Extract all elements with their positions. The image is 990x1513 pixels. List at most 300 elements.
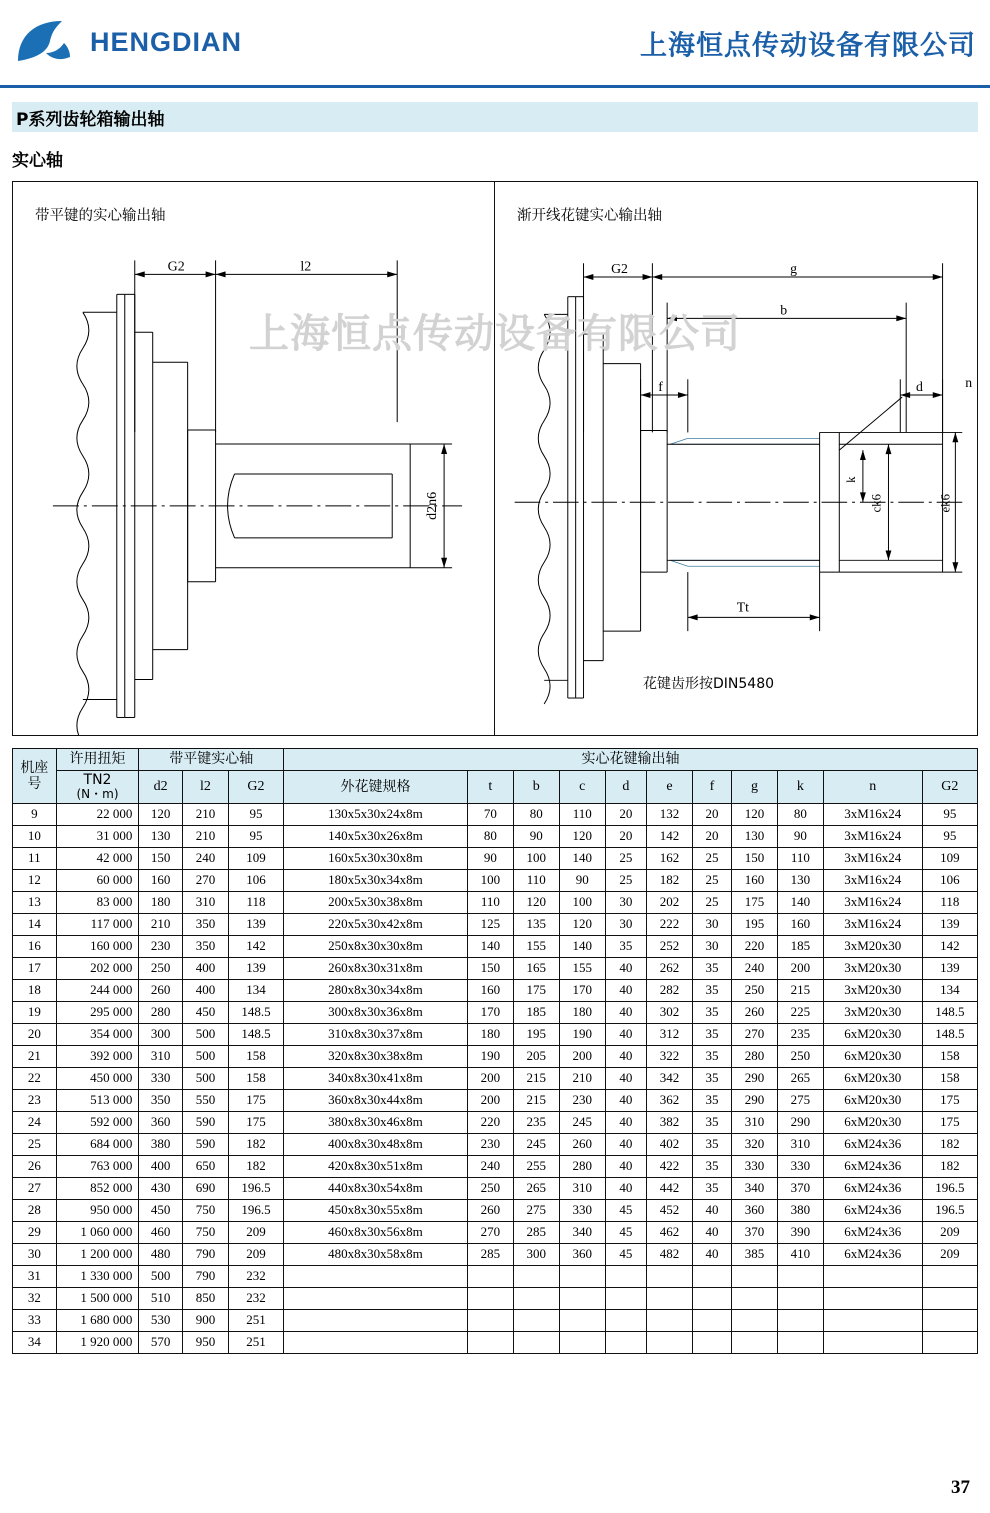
table-cell: 175 — [732, 891, 778, 913]
table-cell: 275 — [777, 1089, 823, 1111]
table-cell: 140 — [467, 935, 513, 957]
table-cell: 35 — [692, 1133, 731, 1155]
table-cell: 80 — [513, 803, 559, 825]
table-cell: 195 — [513, 1023, 559, 1045]
table-cell: 330 — [559, 1199, 605, 1221]
table-cell: 3xM16x24 — [823, 891, 922, 913]
table-cell: 120 — [513, 891, 559, 913]
table-cell: 31 000 — [56, 825, 139, 847]
table-cell: 209 — [922, 1243, 977, 1265]
table-cell — [922, 1309, 977, 1331]
svg-text:ck6: ck6 — [869, 494, 884, 513]
table-cell: 244 000 — [56, 979, 139, 1001]
table-cell: 40 — [605, 1001, 646, 1023]
table-cell: 83 000 — [56, 891, 139, 913]
table-cell: 182 — [922, 1133, 977, 1155]
table-cell: 42 000 — [56, 847, 139, 869]
table-cell — [284, 1331, 468, 1353]
table-cell: 460 — [139, 1221, 183, 1243]
table-cell: 35 — [692, 1023, 731, 1045]
table-cell: 195 — [732, 913, 778, 935]
table-cell: 230 — [559, 1089, 605, 1111]
table-cell — [823, 1309, 922, 1331]
table-cell: 280 — [559, 1155, 605, 1177]
table-cell: 180 — [139, 891, 183, 913]
table-cell: 500 — [182, 1023, 228, 1045]
table-cell: 310 — [139, 1045, 183, 1067]
table-cell: 3xM20x30 — [823, 957, 922, 979]
table-cell: 130 — [777, 869, 823, 891]
figure-left-caption: 带平键的实心输出轴 — [35, 208, 166, 224]
figure-right-drawing — [495, 182, 977, 735]
table-cell: 285 — [467, 1243, 513, 1265]
table-cell: 209 — [922, 1221, 977, 1243]
table-cell: 135 — [513, 913, 559, 935]
subsection-title: 实心轴 — [12, 151, 63, 171]
table-cell: 14 — [13, 913, 57, 935]
table-cell: 30 — [13, 1243, 57, 1265]
table-cell: 132 — [647, 803, 693, 825]
table-cell: 285 — [513, 1221, 559, 1243]
table-cell: 110 — [467, 891, 513, 913]
table-cell — [692, 1331, 731, 1353]
table-cell: 280x8x30x34x8m — [284, 979, 468, 1001]
table-cell: 430 — [139, 1177, 183, 1199]
table-cell: 150 — [732, 847, 778, 869]
table-cell: 200 — [467, 1067, 513, 1089]
table-cell — [605, 1265, 646, 1287]
table-cell: 170 — [467, 1001, 513, 1023]
figure-left-drawing — [13, 182, 494, 735]
table-cell: 684 000 — [56, 1133, 139, 1155]
table-cell: 95 — [922, 803, 977, 825]
table-cell: 440x8x30x54x8m — [284, 1177, 468, 1199]
table-cell: 235 — [513, 1111, 559, 1133]
table-cell: 160x5x30x30x8m — [284, 847, 468, 869]
table-cell: 370 — [777, 1177, 823, 1199]
table-cell: 40 — [692, 1243, 731, 1265]
table-cell: 510 — [139, 1287, 183, 1309]
table-cell: 142 — [228, 935, 283, 957]
page-header — [0, 0, 990, 88]
table-cell — [284, 1309, 468, 1331]
table-cell: 6xM24x36 — [823, 1155, 922, 1177]
table-cell: 21 — [13, 1045, 57, 1067]
table-cell — [823, 1265, 922, 1287]
table-cell: 170 — [559, 979, 605, 1001]
table-cell: 25 — [692, 847, 731, 869]
table-cell: 6xM20x30 — [823, 1111, 922, 1133]
table-cell: 3xM20x30 — [823, 1001, 922, 1023]
table-row — [13, 825, 978, 847]
table-cell: 139 — [922, 957, 977, 979]
table-cell: 109 — [228, 847, 283, 869]
table-cell: 35 — [692, 1001, 731, 1023]
table-cell: 342 — [647, 1067, 693, 1089]
table-cell: 182 — [228, 1155, 283, 1177]
table-cell: 330 — [139, 1067, 183, 1089]
table-cell: 35 — [692, 1111, 731, 1133]
table-cell — [823, 1331, 922, 1353]
table-cell: 410 — [777, 1243, 823, 1265]
table-cell: 28 — [13, 1199, 57, 1221]
table-cell: 196.5 — [228, 1199, 283, 1221]
table-cell: 40 — [605, 1089, 646, 1111]
table-cell: 80 — [467, 825, 513, 847]
table-cell: 260 — [467, 1199, 513, 1221]
table-cell: 210 — [182, 803, 228, 825]
table-cell: 340x8x30x41x8m — [284, 1067, 468, 1089]
table-cell: 250 — [732, 979, 778, 1001]
table-cell: 350 — [182, 935, 228, 957]
table-row — [13, 1243, 978, 1265]
table-cell: 140x5x30x26x8m — [284, 825, 468, 847]
table-cell — [777, 1287, 823, 1309]
table-cell — [777, 1331, 823, 1353]
table-cell: 158 — [228, 1067, 283, 1089]
table-cell: 500 — [182, 1045, 228, 1067]
table-cell: 11 — [13, 847, 57, 869]
table-cell — [513, 1287, 559, 1309]
table-cell: 262 — [647, 957, 693, 979]
table-cell: 362 — [647, 1089, 693, 1111]
table-cell: 462 — [647, 1221, 693, 1243]
table-cell: 482 — [647, 1243, 693, 1265]
table-cell: 150 — [139, 847, 183, 869]
table-cell — [732, 1309, 778, 1331]
table-cell: 20 — [605, 803, 646, 825]
table-cell: 3xM20x30 — [823, 935, 922, 957]
th-b: b — [513, 771, 559, 804]
table-cell: 850 — [182, 1287, 228, 1309]
table-cell: 275 — [513, 1199, 559, 1221]
table-row — [13, 1133, 978, 1155]
svg-text:d2n6: d2n6 — [425, 491, 441, 520]
table-cell: 158 — [228, 1045, 283, 1067]
table-head-row-2 — [13, 771, 978, 804]
figure-right-note: 花键齿形按DIN5480 — [643, 676, 775, 692]
table-cell — [605, 1309, 646, 1331]
table-cell: 45 — [605, 1243, 646, 1265]
table-row — [13, 891, 978, 913]
table-cell: 290 — [732, 1067, 778, 1089]
table-cell: 182 — [647, 869, 693, 891]
table-cell: 290 — [732, 1089, 778, 1111]
table-cell: 385 — [732, 1243, 778, 1265]
table-cell: 40 — [605, 1111, 646, 1133]
table-cell: 400 — [139, 1155, 183, 1177]
table-cell: 360 — [559, 1243, 605, 1265]
table-cell: 160 000 — [56, 935, 139, 957]
table-cell: 3xM16x24 — [823, 869, 922, 891]
table-cell: 320 — [732, 1133, 778, 1155]
table-cell: 690 — [182, 1177, 228, 1199]
table-row — [13, 1287, 978, 1309]
table-cell: 340 — [732, 1177, 778, 1199]
table-cell: 1 920 000 — [56, 1331, 139, 1353]
table-cell: 100 — [513, 847, 559, 869]
table-cell: 31 — [13, 1265, 57, 1287]
table-cell: 142 — [922, 935, 977, 957]
table-cell — [513, 1309, 559, 1331]
table-cell: 130 — [732, 825, 778, 847]
table-cell: 215 — [777, 979, 823, 1001]
table-cell: 255 — [513, 1155, 559, 1177]
table-cell: 1 330 000 — [56, 1265, 139, 1287]
table-cell: 280 — [732, 1045, 778, 1067]
table-cell — [922, 1287, 977, 1309]
table-cell: 40 — [605, 1045, 646, 1067]
table-cell: 20 — [13, 1023, 57, 1045]
table-cell: 6xM20x30 — [823, 1045, 922, 1067]
table-cell: 140 — [559, 935, 605, 957]
table-cell: 220x5x30x42x8m — [284, 913, 468, 935]
table-row — [13, 979, 978, 1001]
table-cell: 460x8x30x56x8m — [284, 1221, 468, 1243]
th-g2-spline: G2 — [922, 771, 977, 804]
table-cell: 160 — [139, 869, 183, 891]
table-cell: 452 — [647, 1199, 693, 1221]
table-cell: 950 000 — [56, 1199, 139, 1221]
svg-text:d: d — [916, 379, 923, 395]
table-cell: 60 000 — [56, 869, 139, 891]
table-cell: 134 — [922, 979, 977, 1001]
th-t: t — [467, 771, 513, 804]
table-cell: 45 — [605, 1199, 646, 1221]
table-cell — [823, 1287, 922, 1309]
table-cell: 100 — [467, 869, 513, 891]
table-cell: 392 000 — [56, 1045, 139, 1067]
table-cell: 310 — [777, 1133, 823, 1155]
table-cell: 19 — [13, 1001, 57, 1023]
table-cell: 16 — [13, 935, 57, 957]
table-cell: 150 — [467, 957, 513, 979]
table-cell: 30 — [605, 913, 646, 935]
table-cell: 118 — [228, 891, 283, 913]
table-cell: 360 — [139, 1111, 183, 1133]
table-cell: 1 200 000 — [56, 1243, 139, 1265]
table-cell: 95 — [228, 803, 283, 825]
table-cell — [692, 1309, 731, 1331]
table-cell: 245 — [513, 1133, 559, 1155]
table-cell: 155 — [513, 935, 559, 957]
table-cell — [284, 1265, 468, 1287]
table-cell: 35 — [692, 1067, 731, 1089]
table-cell: 160 — [777, 913, 823, 935]
table-cell — [732, 1287, 778, 1309]
table-cell: 650 — [182, 1155, 228, 1177]
page-number: 37 — [951, 1477, 970, 1498]
table-cell: 139 — [228, 913, 283, 935]
table-row — [13, 1111, 978, 1133]
table-cell — [605, 1331, 646, 1353]
table-cell: 442 — [647, 1177, 693, 1199]
table-cell: 26 — [13, 1155, 57, 1177]
watermark: 上海恒点传动设备有限公司 — [249, 311, 741, 357]
table-cell: 6xM24x36 — [823, 1133, 922, 1155]
table-cell: 45 — [605, 1221, 646, 1243]
table-cell: 310 — [732, 1111, 778, 1133]
table-cell: 148.5 — [922, 1001, 977, 1023]
table-cell: 220 — [732, 935, 778, 957]
logo — [14, 17, 242, 69]
th-d2: d2 — [139, 771, 183, 804]
fan-blade-logo-icon — [14, 17, 76, 69]
table-cell: 240 — [182, 847, 228, 869]
table-cell: 70 — [467, 803, 513, 825]
table-cell: 290 — [777, 1111, 823, 1133]
table-cell — [692, 1287, 731, 1309]
th-l2: l2 — [182, 771, 228, 804]
th-c: c — [559, 771, 605, 804]
table-row — [13, 1001, 978, 1023]
table-cell: 450 — [182, 1001, 228, 1023]
table-cell: 3xM20x30 — [823, 979, 922, 1001]
table-cell: 23 — [13, 1089, 57, 1111]
table-cell: 106 — [922, 869, 977, 891]
table-cell: 230 — [139, 935, 183, 957]
table-cell: 202 000 — [56, 957, 139, 979]
table-cell: 175 — [922, 1089, 977, 1111]
table-cell: 210 — [182, 825, 228, 847]
table-cell: 22 000 — [56, 803, 139, 825]
table-cell: 3xM16x24 — [823, 847, 922, 869]
table-cell: 400 — [182, 979, 228, 1001]
table-cell: 530 — [139, 1309, 183, 1331]
table-row — [13, 847, 978, 869]
table-cell — [732, 1331, 778, 1353]
table-cell: 25 — [13, 1133, 57, 1155]
table-cell: 110 — [777, 847, 823, 869]
table-cell: 17 — [13, 957, 57, 979]
table-cell: 120 — [139, 803, 183, 825]
table-cell: 360x8x30x44x8m — [284, 1089, 468, 1111]
table-cell: 175 — [228, 1089, 283, 1111]
table-cell: 302 — [647, 1001, 693, 1023]
table-cell — [647, 1309, 693, 1331]
th-g: g — [732, 771, 778, 804]
table-cell: 513 000 — [56, 1089, 139, 1111]
table-cell: 30 — [692, 935, 731, 957]
table-cell: 196.5 — [922, 1177, 977, 1199]
table-cell — [467, 1331, 513, 1353]
table-cell: 185 — [777, 935, 823, 957]
table-row — [13, 869, 978, 891]
table-cell — [922, 1331, 977, 1353]
table-cell: 148.5 — [228, 1023, 283, 1045]
th-f: f — [692, 771, 731, 804]
table-cell: 200 — [777, 957, 823, 979]
th-torque-group: 许用扭矩 — [56, 749, 139, 771]
table-cell: 30 — [692, 913, 731, 935]
th-g2-key: G2 — [228, 771, 283, 804]
table-cell: 100 — [559, 891, 605, 913]
table-cell: 148.5 — [228, 1001, 283, 1023]
table-cell: 450 000 — [56, 1067, 139, 1089]
table-row — [13, 1309, 978, 1331]
table-cell — [559, 1265, 605, 1287]
table-cell — [732, 1265, 778, 1287]
table-cell: 260 — [139, 979, 183, 1001]
table-cell: 380x8x30x46x8m — [284, 1111, 468, 1133]
table-cell: 148.5 — [922, 1023, 977, 1045]
section-title-bar: P系列齿轮箱输出轴 — [12, 102, 978, 132]
table-cell: 33 — [13, 1309, 57, 1331]
table-cell: 190 — [559, 1023, 605, 1045]
table-cell: 232 — [228, 1287, 283, 1309]
table-cell: 182 — [922, 1155, 977, 1177]
table-cell: 209 — [228, 1243, 283, 1265]
table-cell: 422 — [647, 1155, 693, 1177]
table-row — [13, 935, 978, 957]
table-cell: 40 — [605, 1155, 646, 1177]
table-cell: 30 — [605, 891, 646, 913]
table-cell: 3xM16x24 — [823, 825, 922, 847]
table-cell — [692, 1265, 731, 1287]
svg-text:ek6: ek6 — [938, 494, 953, 513]
table-cell: 40 — [605, 957, 646, 979]
table-cell: 120 — [732, 803, 778, 825]
table-cell: 180 — [559, 1001, 605, 1023]
table-cell: 142 — [647, 825, 693, 847]
table-cell: 165 — [513, 957, 559, 979]
table-cell: 175 — [922, 1111, 977, 1133]
table-cell: 90 — [513, 825, 559, 847]
svg-text:b: b — [780, 302, 788, 318]
table-cell: 550 — [182, 1089, 228, 1111]
th-spline-group: 实心花键输出轴 — [284, 749, 978, 771]
table-cell: 35 — [692, 957, 731, 979]
table-cell: 300x8x30x36x8m — [284, 1001, 468, 1023]
table-cell: 250 — [139, 957, 183, 979]
table-cell: 40 — [605, 1067, 646, 1089]
table-cell: 40 — [605, 1133, 646, 1155]
table-cell: 90 — [777, 825, 823, 847]
th-n: n — [823, 771, 922, 804]
table-cell: 139 — [228, 957, 283, 979]
th-e: e — [647, 771, 693, 804]
table-cell: 320x8x30x38x8m — [284, 1045, 468, 1067]
table-cell — [513, 1265, 559, 1287]
table-cell: 20 — [605, 825, 646, 847]
table-cell: 130x5x30x24x8m — [284, 803, 468, 825]
table-cell: 175 — [228, 1111, 283, 1133]
table-cell: 750 — [182, 1221, 228, 1243]
table-cell: 750 — [182, 1199, 228, 1221]
table-cell: 250 — [467, 1177, 513, 1199]
table-cell: 235 — [777, 1023, 823, 1045]
table-cell: 90 — [559, 869, 605, 891]
th-torque-symbol: TN2 (N・m) — [56, 771, 139, 804]
table-cell: 390 — [777, 1221, 823, 1243]
table-cell: 245 — [559, 1111, 605, 1133]
table-cell: 295 000 — [56, 1001, 139, 1023]
th-key-group: 带平键实心轴 — [139, 749, 284, 771]
table-cell: 134 — [228, 979, 283, 1001]
table-cell — [777, 1265, 823, 1287]
table-cell: 10 — [13, 825, 57, 847]
table-cell — [647, 1265, 693, 1287]
table-cell: 12 — [13, 869, 57, 891]
table-cell: 265 — [513, 1177, 559, 1199]
spec-table-wrap — [12, 748, 978, 1354]
th-k: k — [777, 771, 823, 804]
table-cell: 25 — [692, 891, 731, 913]
table-head — [13, 749, 978, 804]
table-cell: 158 — [922, 1045, 977, 1067]
table-cell: 340 — [559, 1221, 605, 1243]
table-cell — [559, 1287, 605, 1309]
